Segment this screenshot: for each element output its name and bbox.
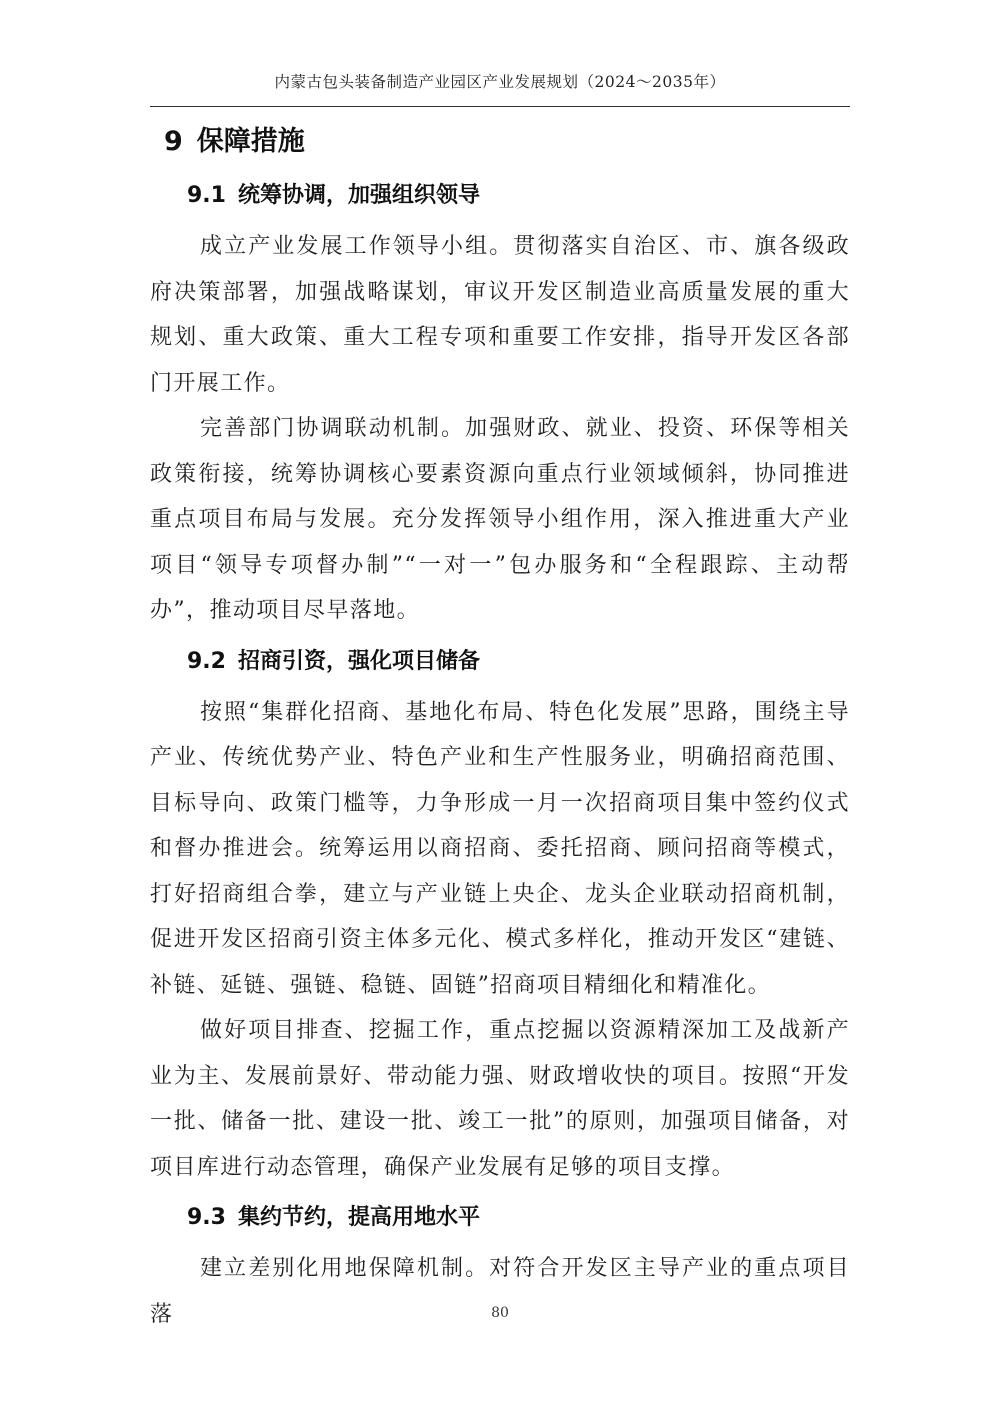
paragraph: 按照“集群化招商、基地化布局、特色化发展”思路，围绕主导产业、传统优势产业、特色产业和生产性服务业，明确招商范围、目标导向、政策门槛等，力争形成一月一次招商项目集中签约仪式和督办推进会。统筹运用以商招商、委托招商、顾问招商等模式，打好招商组合拳，建立与产业链上央企、龙头企业联动招商机制，促进开发区招商引资主体多元化、模式多样化，推动开发区“建链、补链、延链、强链、稳链、固链”招商项目精细化和精准化。 (150, 699, 850, 998)
header-divider (150, 106, 850, 107)
chapter-title: 保障措施 (196, 126, 305, 157)
paragraph: 成立产业发展工作领导小组。贯彻落实自治区、市、旗各级政府决策部署，加强战略谋划，审议开发区制造业高质量发展的重大规划、重大政策、重大工程专项和重要工作安排，指导开发区各部门开展工作。 (150, 234, 850, 396)
page-number: 80 (491, 1305, 509, 1321)
section-heading-9-3 (150, 1190, 850, 1246)
section-heading-9-1 (150, 168, 850, 224)
section-heading-9-2 (150, 634, 850, 690)
section-number: 9.1 (187, 183, 226, 208)
section-number: 9.3 (187, 1205, 226, 1230)
paragraph: 完善部门协调联动机制。加强财政、就业、投资、环保等相关政策衔接，统筹协调核心要素资源向重点行业领域倾斜，协同推进重点项目布局与发展。充分发挥领导小组作用，深入推进重大产业项目“领导专项督办制”“一对一”包办服务和“全程跟踪、主动帮办”，推动项目尽早落地。 (150, 416, 850, 623)
section-number: 9.2 (187, 648, 226, 674)
chapter-heading (150, 116, 850, 168)
page-content (150, 116, 850, 1337)
section-title: 招商引资，强化项目储备 (237, 648, 480, 674)
running-header: 内蒙古包头装备制造产业园区产业发展规划（2024～2035年） (274, 73, 726, 91)
chapter-number: 9 (164, 126, 183, 157)
paragraph: 做好项目排查、挖掘工作，重点挖掘以资源精深加工及战新产业为主、发展前景好、带动能力强、财政增收快的项目。按照“开发一批、储备一批、建设一批、竣工一批”的原则，加强项目储备，对项目库进行动态管理，确保产业发展有足够的项目支撑。 (150, 1018, 850, 1180)
section-title: 统筹协调，加强组织领导 (237, 183, 480, 208)
section-title: 集约节约，提高用地水平 (237, 1205, 480, 1230)
paragraph: 建立差别化用地保障机制。对符合开发区主导产业的重点项目落 (150, 1256, 850, 1327)
